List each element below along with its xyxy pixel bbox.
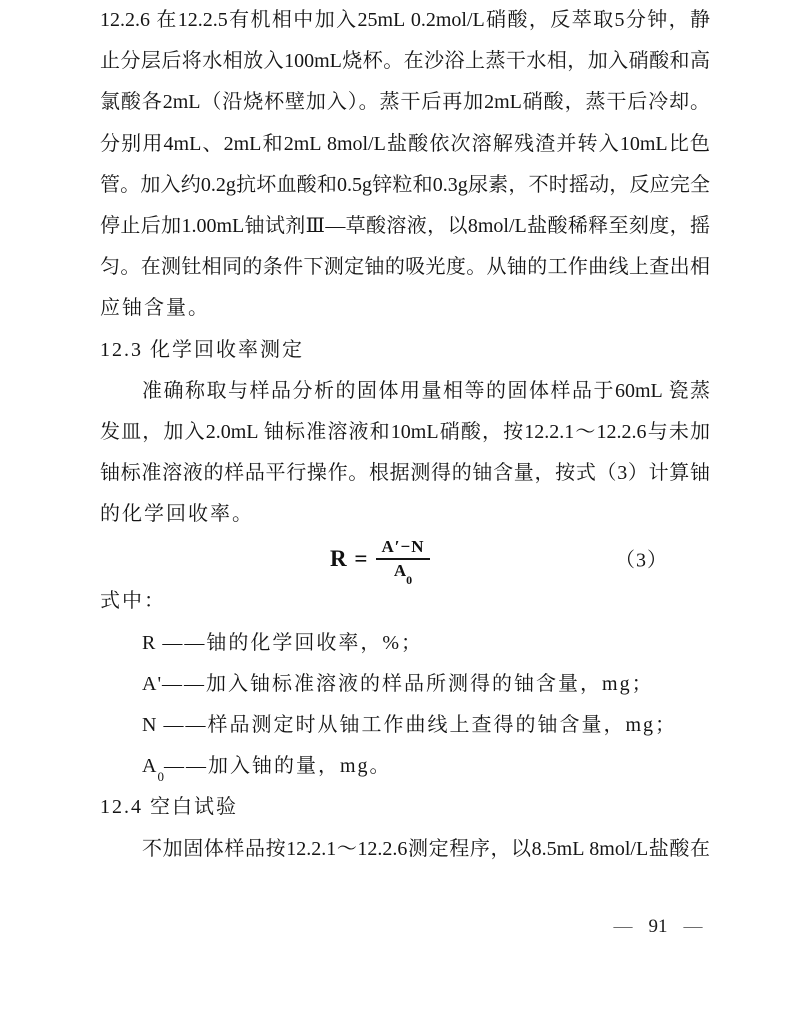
definition-text: ——样品测定时从铀工作曲线上查得的铀含量，mg； — [163, 714, 678, 736]
paragraph-12-3-last-line: 的化学回收率。 — [100, 503, 254, 526]
paragraph-12-3-line: 准确称取与样品分析的固体用量相等的固体样品于60mL 瓷蒸 — [142, 379, 710, 402]
where-label: 式中： — [100, 590, 166, 613]
definition-text: ——铀的化学回收率，%； — [162, 631, 424, 654]
paragraph-12-2-6-line: 匀。在测钍相同的条件下测定铀的吸光度。从铀的工作曲线上查出相 — [100, 256, 710, 279]
paragraph-12-2-6-line: 止分层后将水相放入100mL烧杯。在沙浴上蒸干水相，加入硝酸和高 — [100, 50, 710, 73]
fraction-numerator: A′−N — [376, 537, 429, 560]
paragraph-12-3-line: 铀标准溶液的样品平行操作。根据测得的铀含量，按式（3）计算铀 — [100, 462, 710, 485]
definition-A-prime — [100, 664, 710, 705]
paragraph-12-2-6-line: 停止后加1.00mL铀试剂Ⅲ—草酸溶液，以8mol/L盐酸稀释至刻度，摇 — [100, 214, 710, 237]
paragraph-12-4-line: 不加固体样品按12.2.1～12.2.6测定程序，以8.5mL 8mol/L盐酸在 — [142, 837, 710, 860]
equation-3 — [100, 535, 710, 587]
section-heading-12-3: 12.3 化学回收率测定 — [100, 338, 304, 361]
page-footer — [558, 916, 758, 938]
definition-N — [100, 705, 710, 746]
fraction-denominator — [376, 560, 429, 587]
section-heading-12-4: 12.4 空白试验 — [100, 796, 238, 819]
definition-symbol: N — [142, 714, 164, 736]
paragraph-12-2-6-last-line: 应铀含量。 — [100, 297, 210, 320]
paragraph-12-2-6-line: 分别用4mL、2mL和2mL 8mol/L盐酸依次溶解残渣并转入10mL比色 — [100, 132, 710, 155]
definition-R — [100, 623, 710, 664]
definition-text: ——加入铀标准溶液的样品所测得的铀含量，mg； — [162, 672, 654, 695]
equation-expression — [330, 537, 430, 587]
denominator-subscript: 0 — [406, 572, 413, 587]
equation-lhs: R = — [330, 546, 369, 572]
footer-left-dash: — — [613, 916, 633, 937]
page-content — [100, 0, 710, 870]
paragraph-12-2-6-line: 氯酸各2mL（沿烧杯壁加入）。蒸干后再加2mL硝酸，蒸干后冷却。 — [100, 91, 710, 114]
denominator-base: A — [393, 561, 407, 581]
paragraph-12-2-6-line: 管。加入约0.2g抗坏血酸和0.5g锌粒和0.3g尿素，不时摇动，反应完全 — [100, 173, 710, 196]
definition-symbol: R — [142, 631, 163, 654]
definition-text: ——加入铀的量，mg。 — [163, 755, 392, 778]
page-number: 91 — [648, 916, 668, 937]
paragraph-12-2-6-line: 12.2.6 在12.2.5有机相中加入25mL 0.2mol/L硝酸，反萃取5分钟，静 — [100, 9, 710, 31]
equation-number: （3） — [615, 549, 668, 572]
paragraph-12-3-line: 发皿，加入2.0mL 铀标准溶液和10mL硝酸，按12.2.1～12.2.6与未加 — [100, 420, 710, 443]
definition-A0 — [100, 746, 710, 787]
definition-symbol: A — [142, 755, 158, 778]
footer-right-dash: — — [683, 916, 703, 937]
equation-fraction — [376, 537, 429, 587]
definition-symbol: A' — [142, 672, 163, 695]
definition-symbol-subscript: 0 — [157, 769, 164, 785]
